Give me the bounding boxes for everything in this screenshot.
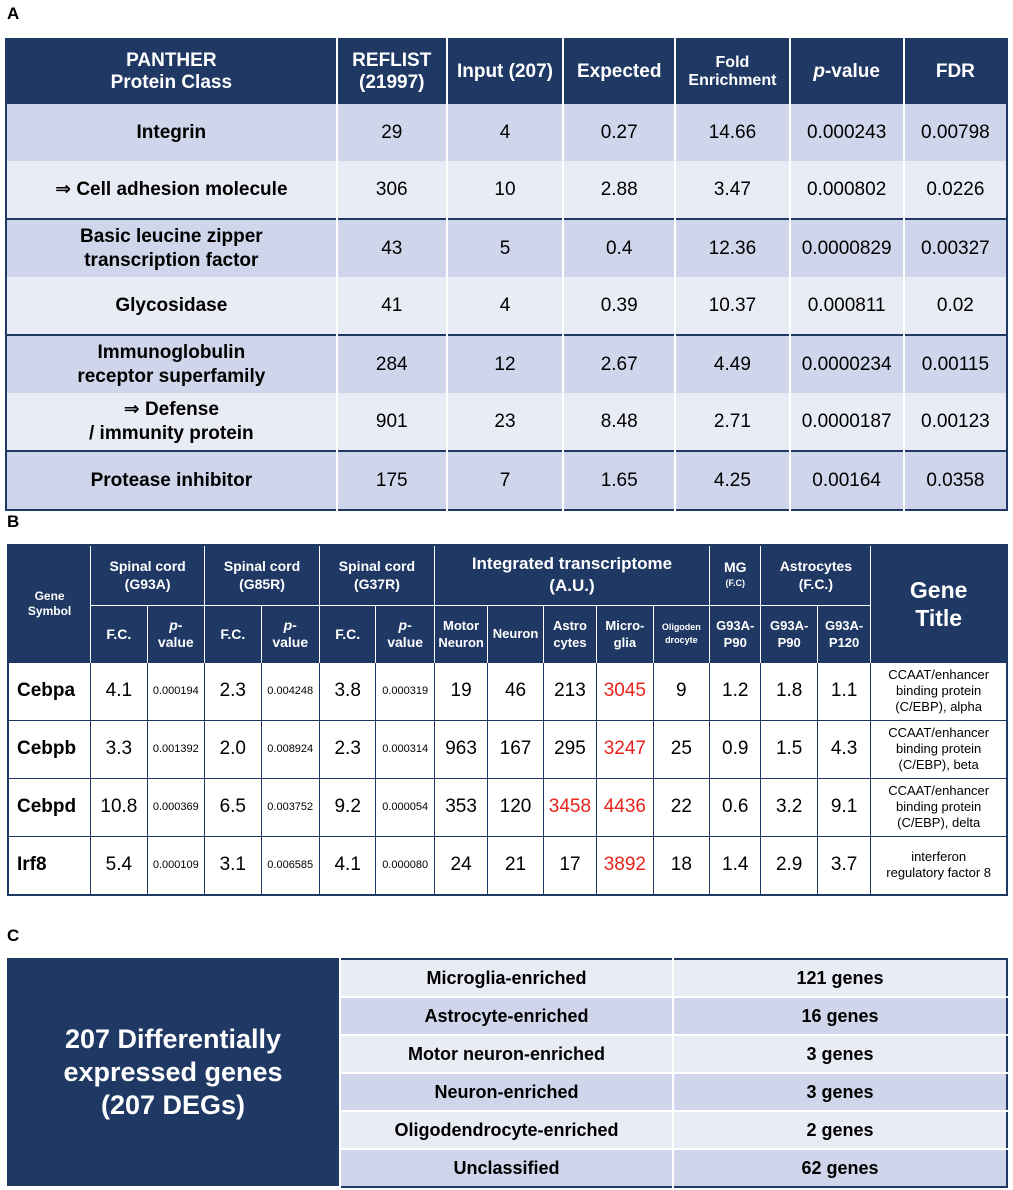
p1-cell: 0.001392 <box>147 720 204 778</box>
a120-cell: 9.1 <box>817 778 870 836</box>
gene-title-line: binding protein <box>896 683 982 698</box>
deg-summary-box <box>7 958 339 1186</box>
header-expected: Expected <box>563 39 675 104</box>
a90-cell: 3.2 <box>761 778 817 836</box>
header-g85r-line1: Spinal cord <box>223 558 301 575</box>
header-integrated-line2: (A.U.) <box>549 576 595 596</box>
table-row <box>340 1149 1007 1187</box>
fc3-cell: 2.3 <box>319 720 375 778</box>
header-mg-line2: (F.C) <box>725 578 745 589</box>
a120-cell: 4.3 <box>817 720 870 778</box>
header-p-dash: - <box>407 616 412 633</box>
table-row <box>340 1073 1007 1111</box>
header-gene-symbol <box>8 545 91 662</box>
table-header-row <box>6 39 1007 104</box>
gene-title-cell <box>871 836 1007 895</box>
gene-title-cell <box>871 720 1007 778</box>
p2-cell: 0.003752 <box>261 778 319 836</box>
fdr-cell: 0.0358 <box>904 451 1007 510</box>
input-cell: 7 <box>447 451 563 510</box>
micro-cell: 3247 <box>597 720 653 778</box>
protein-class-line1: Basic leucine zipper <box>79 225 263 247</box>
expected-cell: 2.88 <box>563 161 675 219</box>
expected-cell: 0.39 <box>563 277 675 335</box>
input-cell: 10 <box>447 161 563 219</box>
reflist-cell: 901 <box>337 393 447 451</box>
table-row <box>6 161 1007 219</box>
reflist-cell: 43 <box>337 219 447 277</box>
header-p-value-word: value <box>157 633 194 650</box>
category-cell: Astrocyte-enriched <box>340 997 673 1035</box>
mg-cell: 0.9 <box>710 720 761 778</box>
expected-cell: 1.65 <box>563 451 675 510</box>
p-cell: 0.0000234 <box>790 335 904 393</box>
header-astro-p120-line2: P120 <box>828 634 860 650</box>
reflist-cell: 175 <box>337 451 447 510</box>
table-row <box>6 335 1007 393</box>
header-spinal-cord-g37r <box>319 545 434 605</box>
header-reflist-line2: (21997) <box>359 72 425 93</box>
table-row <box>6 219 1007 277</box>
motor-cell: 353 <box>434 778 487 836</box>
cell-type-enrichment-table <box>339 958 1008 1188</box>
header-reflist <box>337 39 447 104</box>
header-motor-line1: Motor <box>443 617 480 633</box>
neuron-cell: 120 <box>488 778 543 836</box>
header-p-italic: p <box>283 616 293 633</box>
gene-title-line: (C/EBP), delta <box>897 815 981 830</box>
gene-title-line: regulatory factor 8 <box>886 865 992 880</box>
table-row <box>8 662 1007 720</box>
oligo-cell: 18 <box>653 836 709 895</box>
category-cell: Microglia-enriched <box>340 959 673 997</box>
header-protein-class-line1: PANTHER <box>126 50 217 71</box>
fdr-cell: 0.00798 <box>904 104 1007 161</box>
a120-cell: 3.7 <box>817 836 870 895</box>
input-cell: 12 <box>447 335 563 393</box>
header-fdr: FDR <box>904 39 1007 104</box>
reflist-cell: 41 <box>337 277 447 335</box>
header-gene-title <box>871 545 1007 662</box>
table-row <box>6 277 1007 335</box>
reflist-cell: 284 <box>337 335 447 393</box>
fdr-cell: 0.0226 <box>904 161 1007 219</box>
table-row <box>8 836 1007 895</box>
header-micro-line1: Micro- <box>605 617 645 633</box>
table-row <box>340 959 1007 997</box>
protein-class-line1: ⇒ Cell adhesion molecule <box>55 178 288 200</box>
p-cell: 0.000811 <box>790 277 904 335</box>
category-cell: Unclassified <box>340 1149 673 1187</box>
protein-class-cell <box>6 451 337 510</box>
p-cell: 0.000802 <box>790 161 904 219</box>
p1-cell: 0.000369 <box>147 778 204 836</box>
fc3-cell: 3.8 <box>319 662 375 720</box>
header-fold-line1: Fold <box>715 54 750 71</box>
table-row <box>8 720 1007 778</box>
header-mg-g93a-p90 <box>710 605 761 662</box>
p1-cell: 0.000194 <box>147 662 204 720</box>
panel-label-c: C <box>7 926 20 945</box>
motor-cell: 19 <box>434 662 487 720</box>
p3-cell: 0.000054 <box>376 778 434 836</box>
header-g37r-line2: (G37R) <box>353 576 400 593</box>
neuron-cell: 167 <box>488 720 543 778</box>
table-row <box>340 1035 1007 1073</box>
fold-cell: 2.71 <box>675 393 789 451</box>
motor-cell: 963 <box>434 720 487 778</box>
header-astro-cell-line2: cytes <box>553 634 587 650</box>
gene-symbol-cell: Irf8 <box>8 836 91 895</box>
category-cell: Neuron-enriched <box>340 1073 673 1111</box>
header-pvalue-g37r <box>376 605 434 662</box>
astro-cell: 17 <box>543 836 596 895</box>
fc2-cell: 2.0 <box>205 720 261 778</box>
header-gene-symbol-line1: Gene <box>34 588 65 603</box>
header-input: Input (207) <box>447 39 563 104</box>
neuron-cell: 21 <box>488 836 543 895</box>
mg-cell: 1.2 <box>710 662 761 720</box>
header-protein-class <box>6 39 337 104</box>
fc1-cell: 5.4 <box>91 836 147 895</box>
fold-cell: 4.25 <box>675 451 789 510</box>
deg-summary-line1: 207 Differentially <box>64 1023 282 1054</box>
protein-class-line2: transcription factor <box>84 249 259 271</box>
micro-cell: 3892 <box>597 836 653 895</box>
fc2-cell: 2.3 <box>205 662 261 720</box>
gene-title-cell <box>871 778 1007 836</box>
expected-cell: 8.48 <box>563 393 675 451</box>
header-g93a-line2: (G93A) <box>124 576 171 593</box>
header-microglia <box>597 605 653 662</box>
gene-title-cell <box>871 662 1007 720</box>
header-p-value <box>790 39 904 104</box>
header-astro-line1: Astrocytes <box>779 558 853 575</box>
protein-class-line1: Glycosidase <box>115 294 228 316</box>
gene-title-line: CCAAT/enhancer <box>888 783 990 798</box>
header-astro-cells <box>543 605 596 662</box>
input-cell: 23 <box>447 393 563 451</box>
header-p-rest: -value <box>824 61 880 82</box>
header-p-italic: p <box>398 616 408 633</box>
category-cell: Oligodendrocyte-enriched <box>340 1111 673 1149</box>
a90-cell: 1.5 <box>761 720 817 778</box>
header-pvalue-g85r <box>261 605 319 662</box>
protein-class-line1: ⇒ Defense <box>123 398 219 420</box>
header-oligo-line1: Oligoden <box>661 621 701 632</box>
header-astro-p90-line1: G93A- <box>770 617 809 633</box>
gene-title-line: binding protein <box>896 799 982 814</box>
p-cell: 0.0000829 <box>790 219 904 277</box>
fold-cell: 12.36 <box>675 219 789 277</box>
table-row <box>340 1111 1007 1149</box>
header-integrated-transcriptome <box>434 545 709 605</box>
table-row <box>8 778 1007 836</box>
fold-cell: 10.37 <box>675 277 789 335</box>
p2-cell: 0.008924 <box>261 720 319 778</box>
header-reflist-line1: REFLIST <box>352 50 432 71</box>
protein-class-cell <box>6 219 337 277</box>
gene-title-line: (C/EBP), alpha <box>895 699 982 714</box>
header-g85r-line2: (G85R) <box>239 576 285 593</box>
protein-class-line1: Protease inhibitor <box>90 469 253 491</box>
protein-class-line2: / immunity protein <box>88 422 254 444</box>
header-fold-line2: Enrichment <box>688 72 777 89</box>
header-row-2 <box>8 605 1007 662</box>
fdr-cell: 0.00123 <box>904 393 1007 451</box>
fc1-cell: 10.8 <box>91 778 147 836</box>
header-oligodendrocyte <box>653 605 709 662</box>
gene-symbol-cell: Cebpb <box>8 720 91 778</box>
a90-cell: 1.8 <box>761 662 817 720</box>
neuron-cell: 46 <box>488 662 543 720</box>
fc3-cell: 9.2 <box>319 778 375 836</box>
table-row <box>340 997 1007 1035</box>
panel-label-a: A <box>7 4 20 23</box>
astro-cell: 3458 <box>543 778 596 836</box>
micro-cell: 4436 <box>597 778 653 836</box>
category-cell: Motor neuron-enriched <box>340 1035 673 1073</box>
gene-count-cell: 3 genes <box>673 1073 1007 1111</box>
protein-class-line1: Immunoglobulin <box>97 341 246 363</box>
header-fc-g93a: F.C. <box>91 605 147 662</box>
header-gene-symbol-line2: Symbol <box>27 603 72 618</box>
header-mg <box>710 545 761 605</box>
header-row-1 <box>8 545 1007 605</box>
gene-symbol-cell: Cebpd <box>8 778 91 836</box>
fold-cell: 14.66 <box>675 104 789 161</box>
header-astro-p90-line2: P90 <box>777 634 801 650</box>
header-p-dash: - <box>177 616 183 633</box>
deg-summary-line2: expressed genes <box>63 1056 283 1087</box>
header-micro-line2: glia <box>613 634 637 650</box>
fdr-cell: 0.00327 <box>904 219 1007 277</box>
p3-cell: 0.000080 <box>376 836 434 895</box>
deg-summary-line3: (207 DEGs) <box>100 1089 246 1120</box>
header-pvalue-g93a <box>147 605 204 662</box>
header-p-value-word: value <box>387 633 424 650</box>
mg-cell: 0.6 <box>710 778 761 836</box>
expected-cell: 0.4 <box>563 219 675 277</box>
header-fc-g37r: F.C. <box>319 605 375 662</box>
table-row <box>6 451 1007 510</box>
p2-cell: 0.004248 <box>261 662 319 720</box>
header-motor-neuron <box>434 605 487 662</box>
header-mg-p90-line2: P90 <box>723 634 747 650</box>
header-mg-p90-line1: G93A- <box>716 617 755 633</box>
fdr-cell: 0.00115 <box>904 335 1007 393</box>
p-cell: 0.00164 <box>790 451 904 510</box>
astro-cell: 295 <box>543 720 596 778</box>
protein-class-cell <box>6 335 337 393</box>
header-g93a-line1: Spinal cord <box>109 558 186 575</box>
input-cell: 4 <box>447 104 563 161</box>
header-g37r-line1: Spinal cord <box>338 558 416 575</box>
a120-cell: 1.1 <box>817 662 870 720</box>
p1-cell: 0.000109 <box>147 836 204 895</box>
gene-expression-table <box>7 544 1008 896</box>
table-row <box>6 104 1007 161</box>
micro-cell: 3045 <box>597 662 653 720</box>
protein-class-cell <box>6 104 337 161</box>
protein-class-line1: Integrin <box>136 121 207 143</box>
header-p-italic: p <box>169 616 178 633</box>
a90-cell: 2.9 <box>761 836 817 895</box>
header-protein-class-line2: Protein Class <box>110 72 233 93</box>
protein-class-cell <box>6 277 337 335</box>
protein-class-cell <box>6 393 337 451</box>
gene-count-cell: 3 genes <box>673 1035 1007 1073</box>
header-mg-line1: MG <box>723 559 747 576</box>
header-oligo-line2: drocyte <box>665 634 698 645</box>
gene-count-cell: 62 genes <box>673 1149 1007 1187</box>
fold-cell: 3.47 <box>675 161 789 219</box>
reflist-cell: 29 <box>337 104 447 161</box>
motor-cell: 24 <box>434 836 487 895</box>
header-astro-cell-line1: Astro <box>552 617 587 633</box>
header-astro-g93a-p120 <box>817 605 870 662</box>
header-p-dash: - <box>292 616 297 633</box>
expected-cell: 0.27 <box>563 104 675 161</box>
fc2-cell: 3.1 <box>205 836 261 895</box>
header-astrocytes <box>761 545 871 605</box>
header-fold-enrichment <box>675 39 789 104</box>
expected-cell: 2.67 <box>563 335 675 393</box>
reflist-cell: 306 <box>337 161 447 219</box>
header-integrated-line1: Integrated transcriptome <box>471 554 673 574</box>
table-row <box>6 393 1007 451</box>
mg-cell: 1.4 <box>710 836 761 895</box>
fc2-cell: 6.5 <box>205 778 261 836</box>
fdr-cell: 0.02 <box>904 277 1007 335</box>
panther-protein-class-table <box>5 38 1008 511</box>
protein-class-cell <box>6 161 337 219</box>
p2-cell: 0.006585 <box>261 836 319 895</box>
oligo-cell: 22 <box>653 778 709 836</box>
gene-count-cell: 121 genes <box>673 959 1007 997</box>
panel-label-b: B <box>7 512 20 531</box>
fold-cell: 4.49 <box>675 335 789 393</box>
header-p-value-word: value <box>272 633 309 650</box>
oligo-cell: 25 <box>653 720 709 778</box>
oligo-cell: 9 <box>653 662 709 720</box>
gene-title-line: CCAAT/enhancer <box>888 725 990 740</box>
p-cell: 0.0000187 <box>790 393 904 451</box>
p-cell: 0.000243 <box>790 104 904 161</box>
header-fc-g85r: F.C. <box>205 605 261 662</box>
input-cell: 4 <box>447 277 563 335</box>
fc1-cell: 3.3 <box>91 720 147 778</box>
fc1-cell: 4.1 <box>91 662 147 720</box>
header-motor-line2: Neuron <box>438 634 484 650</box>
gene-count-cell: 2 genes <box>673 1111 1007 1149</box>
gene-title-line: CCAAT/enhancer <box>888 667 990 682</box>
gene-title-line: binding protein <box>896 741 982 756</box>
header-astro-g93a-p90 <box>761 605 817 662</box>
input-cell: 5 <box>447 219 563 277</box>
gene-count-cell: 16 genes <box>673 997 1007 1035</box>
header-astro-p120-line1: G93A- <box>824 617 864 633</box>
header-spinal-cord-g93a <box>91 545 205 605</box>
header-p-italic: p <box>813 61 825 82</box>
header-gene-title-line2: Title <box>915 604 963 631</box>
gene-title-line: (C/EBP), beta <box>898 757 979 772</box>
astro-cell: 213 <box>543 662 596 720</box>
header-astro-line2: (F.C.) <box>798 576 833 593</box>
header-gene-title-line1: Gene <box>909 576 968 603</box>
header-spinal-cord-g85r <box>205 545 320 605</box>
p3-cell: 0.000314 <box>376 720 434 778</box>
p3-cell: 0.000319 <box>376 662 434 720</box>
fc3-cell: 4.1 <box>319 836 375 895</box>
gene-title-line: interferon <box>911 849 967 864</box>
protein-class-line2: receptor superfamily <box>77 365 266 387</box>
header-neuron: Neuron <box>488 605 543 662</box>
gene-symbol-cell: Cebpa <box>8 662 91 720</box>
